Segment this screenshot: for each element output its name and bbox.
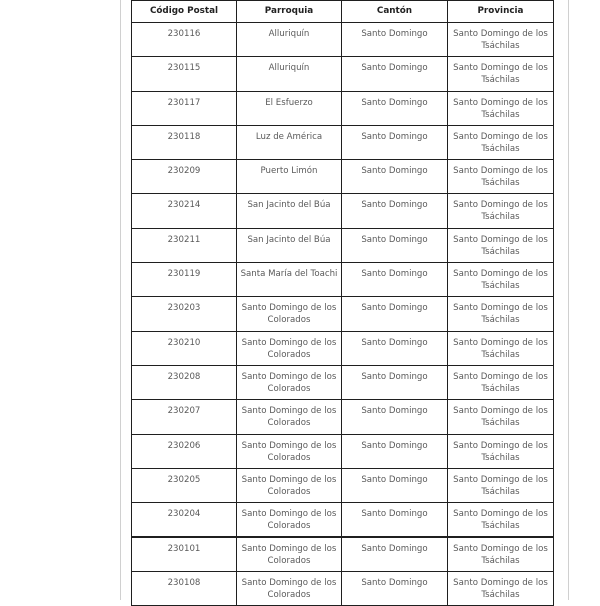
table-row [132,434,554,468]
cell-canton: Santo Domingo [342,365,448,399]
cell-postal-code: 230108 [132,571,237,605]
cell-postal-code: 230206 [132,434,237,468]
cell-parroquia: San Jacinto del Búa [237,194,342,228]
table-row [132,468,554,502]
cell-parroquia: Santo Domingo de los Colorados [237,571,342,605]
table-row [132,160,554,194]
cell-canton: Santo Domingo [342,571,448,605]
table-row [132,57,554,91]
cell-parroquia: Santo Domingo de los Colorados [237,503,342,537]
cell-postal-code: 230117 [132,91,237,125]
cell-provincia: Santo Domingo de los Tsáchilas [448,434,554,468]
cell-postal-code: 230211 [132,228,237,262]
postal-code-table [131,0,554,606]
cell-canton: Santo Domingo [342,91,448,125]
cell-parroquia: Santo Domingo de los Colorados [237,400,342,434]
cell-parroquia: Santo Domingo de los Colorados [237,331,342,365]
cell-parroquia: Santo Domingo de los Colorados [237,365,342,399]
cell-postal-code: 230116 [132,23,237,57]
cell-postal-code: 230208 [132,365,237,399]
cell-parroquia: Santo Domingo de los Colorados [237,537,342,571]
table-row [132,23,554,57]
header-parroquia: Parroquia [237,1,342,23]
cell-provincia: Santo Domingo de los Tsáchilas [448,331,554,365]
cell-postal-code: 230203 [132,297,237,331]
header-provincia: Provincia [448,1,554,23]
cell-provincia: Santo Domingo de los Tsáchilas [448,297,554,331]
cell-provincia: Santo Domingo de los Tsáchilas [448,228,554,262]
table-row [132,297,554,331]
cell-canton: Santo Domingo [342,537,448,571]
cell-canton: Santo Domingo [342,263,448,297]
page-frame-left-border [120,0,121,600]
page-frame-right-border [568,0,569,600]
cell-canton: Santo Domingo [342,125,448,159]
cell-postal-code: 230205 [132,468,237,502]
cell-canton: Santo Domingo [342,434,448,468]
cell-postal-code: 230209 [132,160,237,194]
table-row [132,503,554,537]
cell-postal-code: 230210 [132,331,237,365]
cell-provincia: Santo Domingo de los Tsáchilas [448,23,554,57]
cell-canton: Santo Domingo [342,331,448,365]
cell-postal-code: 230101 [132,537,237,571]
table-row [132,537,554,571]
cell-provincia: Santo Domingo de los Tsáchilas [448,503,554,537]
cell-parroquia: Santo Domingo de los Colorados [237,297,342,331]
cell-provincia: Santo Domingo de los Tsáchilas [448,400,554,434]
cell-provincia: Santo Domingo de los Tsáchilas [448,57,554,91]
cell-canton: Santo Domingo [342,160,448,194]
cell-canton: Santo Domingo [342,400,448,434]
cell-parroquia: Alluriquín [237,57,342,91]
cell-postal-code: 230207 [132,400,237,434]
cell-parroquia: Luz de América [237,125,342,159]
table-row [132,194,554,228]
table-row [132,400,554,434]
cell-provincia: Santo Domingo de los Tsáchilas [448,91,554,125]
postal-code-table-container [131,0,553,606]
cell-parroquia: Santa María del Toachi [237,263,342,297]
cell-provincia: Santo Domingo de los Tsáchilas [448,263,554,297]
cell-canton: Santo Domingo [342,23,448,57]
cell-canton: Santo Domingo [342,228,448,262]
cell-canton: Santo Domingo [342,57,448,91]
cell-postal-code: 230119 [132,263,237,297]
cell-provincia: Santo Domingo de los Tsáchilas [448,365,554,399]
table-row [132,263,554,297]
cell-parroquia: Puerto Limón [237,160,342,194]
cell-canton: Santo Domingo [342,503,448,537]
cell-provincia: Santo Domingo de los Tsáchilas [448,125,554,159]
cell-canton: Santo Domingo [342,468,448,502]
header-canton: Cantón [342,1,448,23]
table-row [132,331,554,365]
cell-parroquia: Alluriquín [237,23,342,57]
table-body [132,23,554,606]
cell-canton: Santo Domingo [342,297,448,331]
table-row [132,571,554,605]
cell-postal-code: 230214 [132,194,237,228]
cell-provincia: Santo Domingo de los Tsáchilas [448,468,554,502]
header-codigo-postal: Código Postal [132,1,237,23]
cell-parroquia: Santo Domingo de los Colorados [237,468,342,502]
cell-canton: Santo Domingo [342,194,448,228]
table-row [132,228,554,262]
cell-provincia: Santo Domingo de los Tsáchilas [448,537,554,571]
cell-postal-code: 230118 [132,125,237,159]
cell-postal-code: 230115 [132,57,237,91]
cell-parroquia: El Esfuerzo [237,91,342,125]
cell-parroquia: Santo Domingo de los Colorados [237,434,342,468]
cell-provincia: Santo Domingo de los Tsáchilas [448,160,554,194]
cell-provincia: Santo Domingo de los Tsáchilas [448,571,554,605]
table-row [132,91,554,125]
cell-postal-code: 230204 [132,503,237,537]
cell-provincia: Santo Domingo de los Tsáchilas [448,194,554,228]
table-row [132,365,554,399]
cell-parroquia: San Jacinto del Búa [237,228,342,262]
table-row [132,125,554,159]
table-header-row [132,1,554,23]
